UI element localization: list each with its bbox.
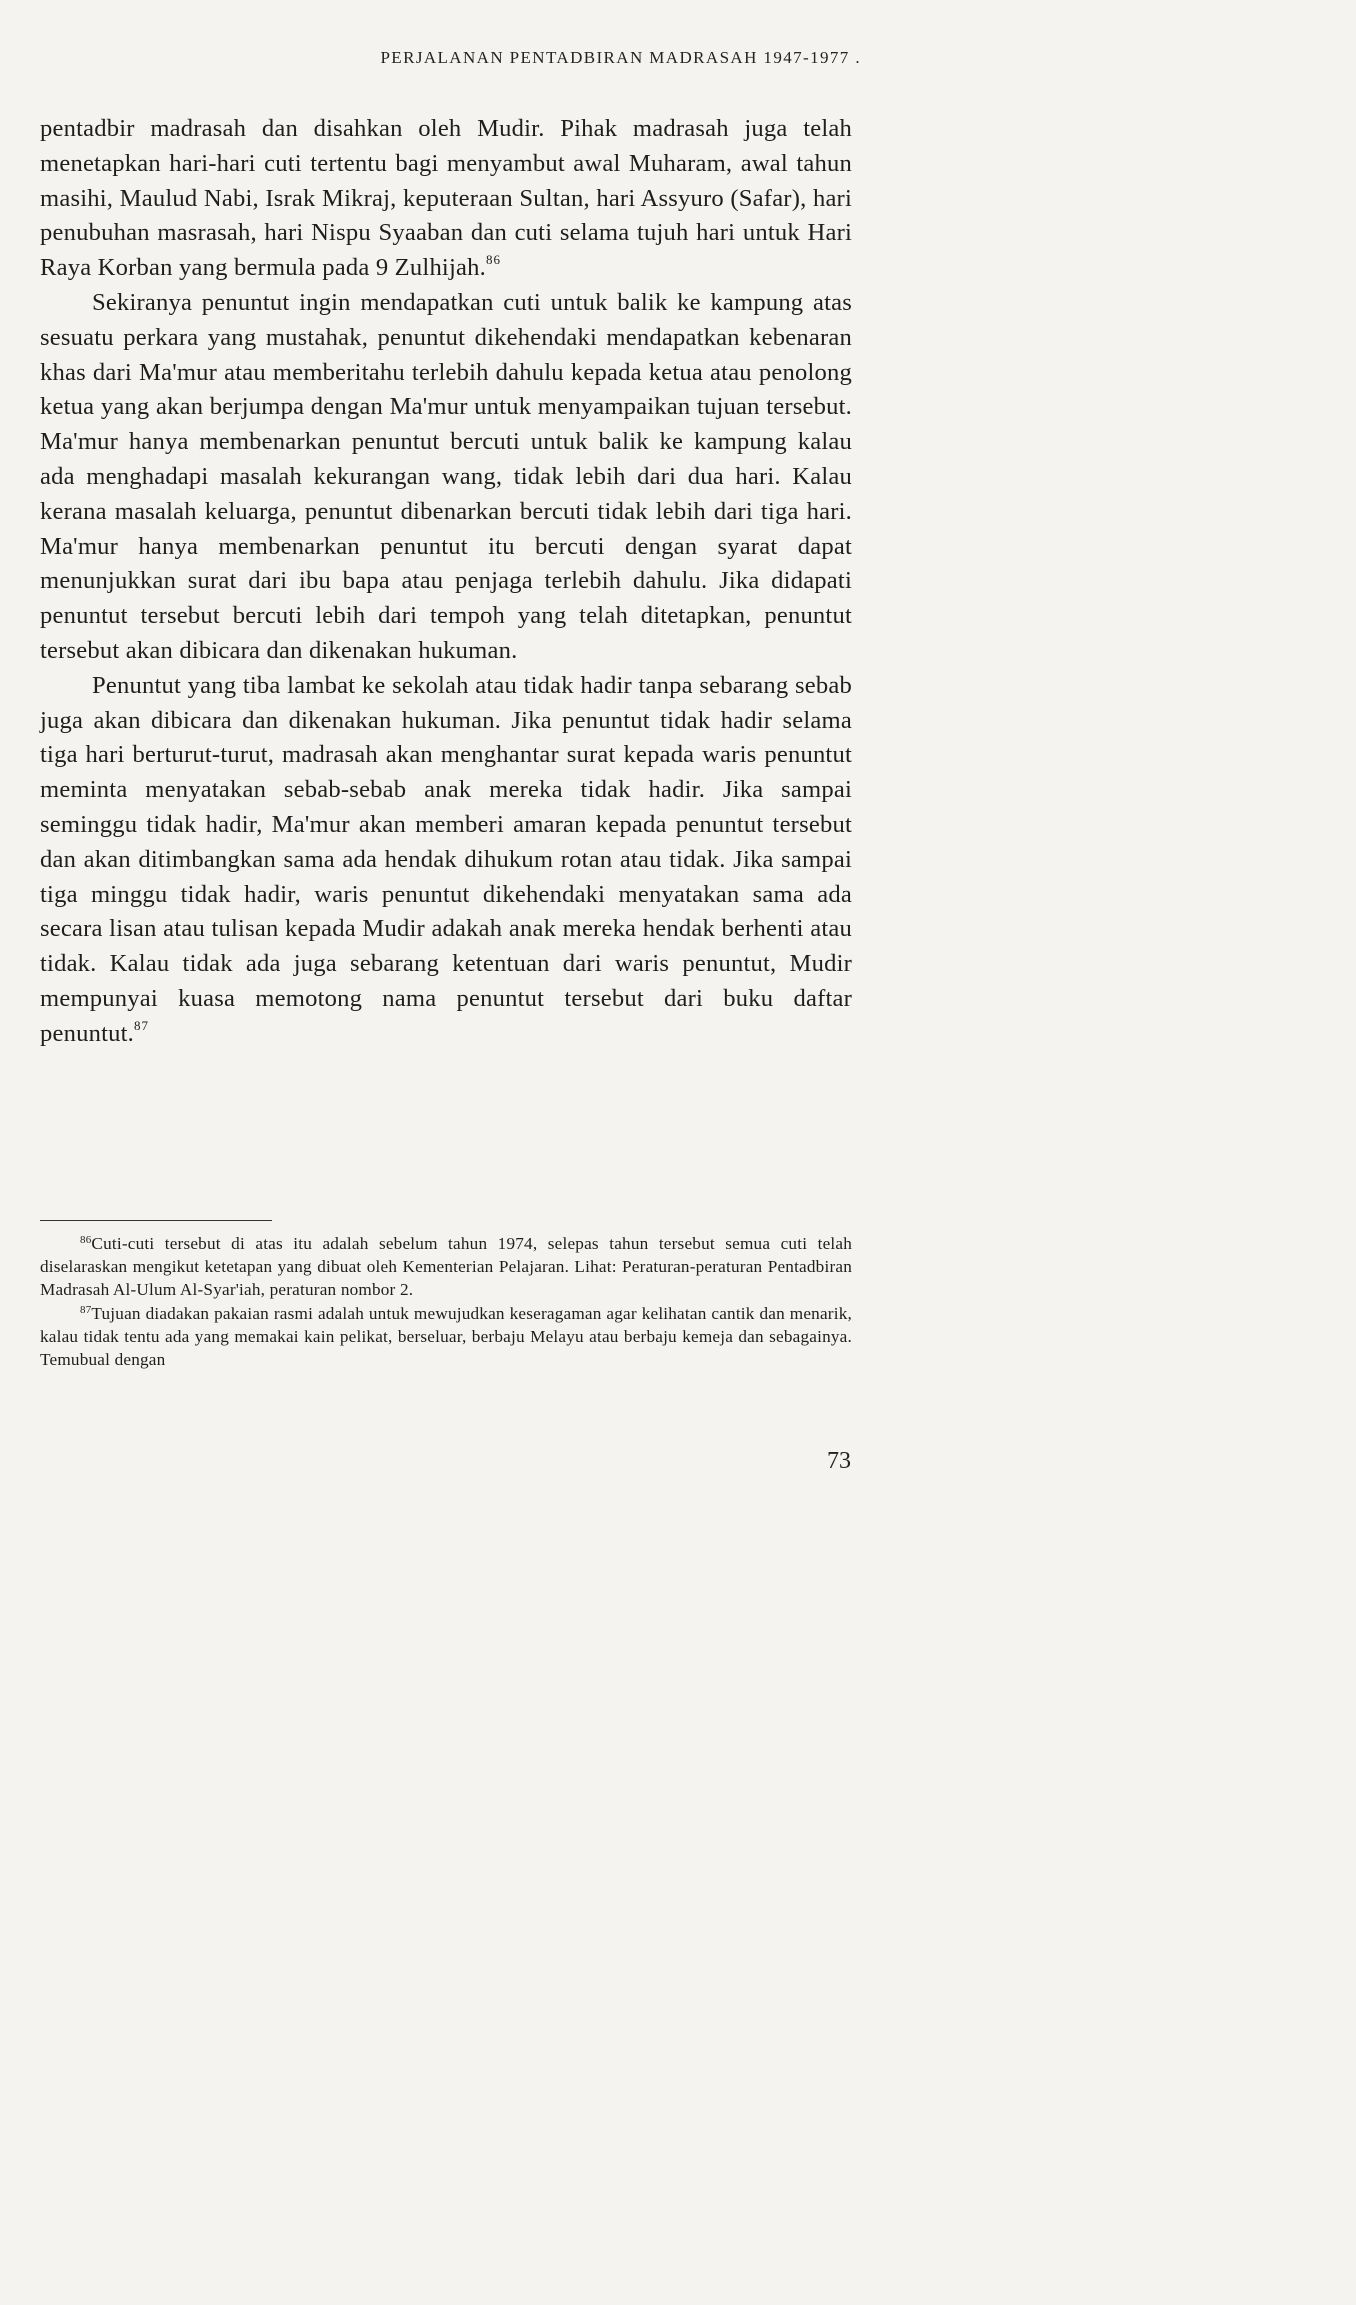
running-header: PERJALANAN PENTADBIRAN MADRASAH 1947-1977 . bbox=[380, 48, 861, 67]
footnotes bbox=[40, 1232, 852, 1371]
paragraph bbox=[40, 112, 852, 286]
page-number: 73 bbox=[827, 1448, 851, 1474]
paragraph-text: pentadbir madrasah dan disahkan oleh Mudir. Pihak madrasah juga telah menetapkan hari-hari cuti tertentu bagi menyambut awal Muharam, awal tahun masihi, Maulud Nabi, Israk Mikraj, keputeraan Sultan, hari Assyuro (Safar), hari penubuhan masrasah, hari Nispu Syaaban dan cuti selama tujuh hari untuk Hari Raya Korban yang bermula pada 9 Zulhijah. bbox=[40, 115, 852, 282]
paragraph-text: Penuntut yang tiba lambat ke sekolah atau tidak hadir tanpa sebarang sebab juga akan dibicara dan dikenakan hukuman. Jika penuntut tidak hadir selama tiga hari berturut-turut, madrasah akan menghantar surat kepada waris penuntut meminta menyatakan sebab-sebab anak mereka tidak hadir. Jika sampai seminggu tidak hadir, Ma'mur akan memberi amaran kepada penuntut tersebut dan akan ditimbangkan sama ada hendak dihukum rotan atau tidak. Jika sampai tiga minggu tidak hadir, waris penuntut dikehendaki menyatakan sama ada secara lisan atau tulisan kepada Mudir adakah anak mereka hendak berhenti atau tidak. Kalau tidak ada juga sebarang ketentuan dari waris penuntut, Mudir mempunyai kuasa memotong nama penuntut tersebut dari buku daftar penuntut. bbox=[40, 671, 852, 1047]
paragraph bbox=[40, 286, 852, 669]
paragraph-text: Sekiranya penuntut ingin mendapatkan cuti untuk balik ke kampung atas sesuatu perkara yang mustahak, penuntut dikehendaki mendapatkan kebenaran khas dari Ma'mur atau memberitahu terlebih dahulu kepada ketua atau penolong ketua yang akan berjumpa dengan Ma'mur untuk menyampaikan tujuan tersebut. Ma'mur hanya membenarkan penuntut bercuti untuk balik ke kampung kalau ada menghadapi masalah kekurangan wang, tidak lebih dari dua hari. Kalau kerana masalah keluarga, penuntut dibenarkan bercuti tidak lebih dari tiga hari. Ma'mur hanya membenarkan penuntut itu bercuti dengan syarat dapat menunjukkan surat dari ibu bapa atau penjaga terlebih dahulu. Jika didapati penuntut tersebut bercuti lebih dari tempoh yang telah ditetapkan, penuntut tersebut akan dibicara dan dikenakan hukuman. bbox=[40, 288, 852, 664]
footnote-reference: 86 bbox=[485, 252, 501, 268]
footnote-text: Cuti-cuti tersebut di atas itu adalah sebelum tahun 1974, selepas tahun tersebut semua cuti telah diselaraskan mengikut ketetapan yang dibuat oleh Kementerian Pelajaran. Lihat: Peraturan-peraturan Pentadbiran Madrasah Al-Ulum Al-Syar'iah, peraturan nombor 2. bbox=[40, 1234, 852, 1300]
footnote-divider bbox=[40, 1220, 272, 1221]
footnote-number: 86 bbox=[80, 1234, 92, 1246]
footnote bbox=[40, 1302, 852, 1372]
book-page bbox=[0, 0, 923, 1568]
footnote-number: 87 bbox=[80, 1303, 92, 1316]
body-text bbox=[40, 112, 852, 1052]
footnote-reference: 87 bbox=[134, 1017, 150, 1033]
footnote bbox=[40, 1232, 852, 1302]
footnote-text: Tujuan diadakan pakaian rasmi adalah untuk mewujudkan keseragaman agar kelihatan cantik dan menarik, kalau tidak tentu ada yang memakai kain pelikat, berseluar, berbaju Melayu atau berbaju kemeja dan sebagainya. Temubual dengan bbox=[40, 1303, 852, 1370]
paragraph bbox=[40, 669, 852, 1052]
